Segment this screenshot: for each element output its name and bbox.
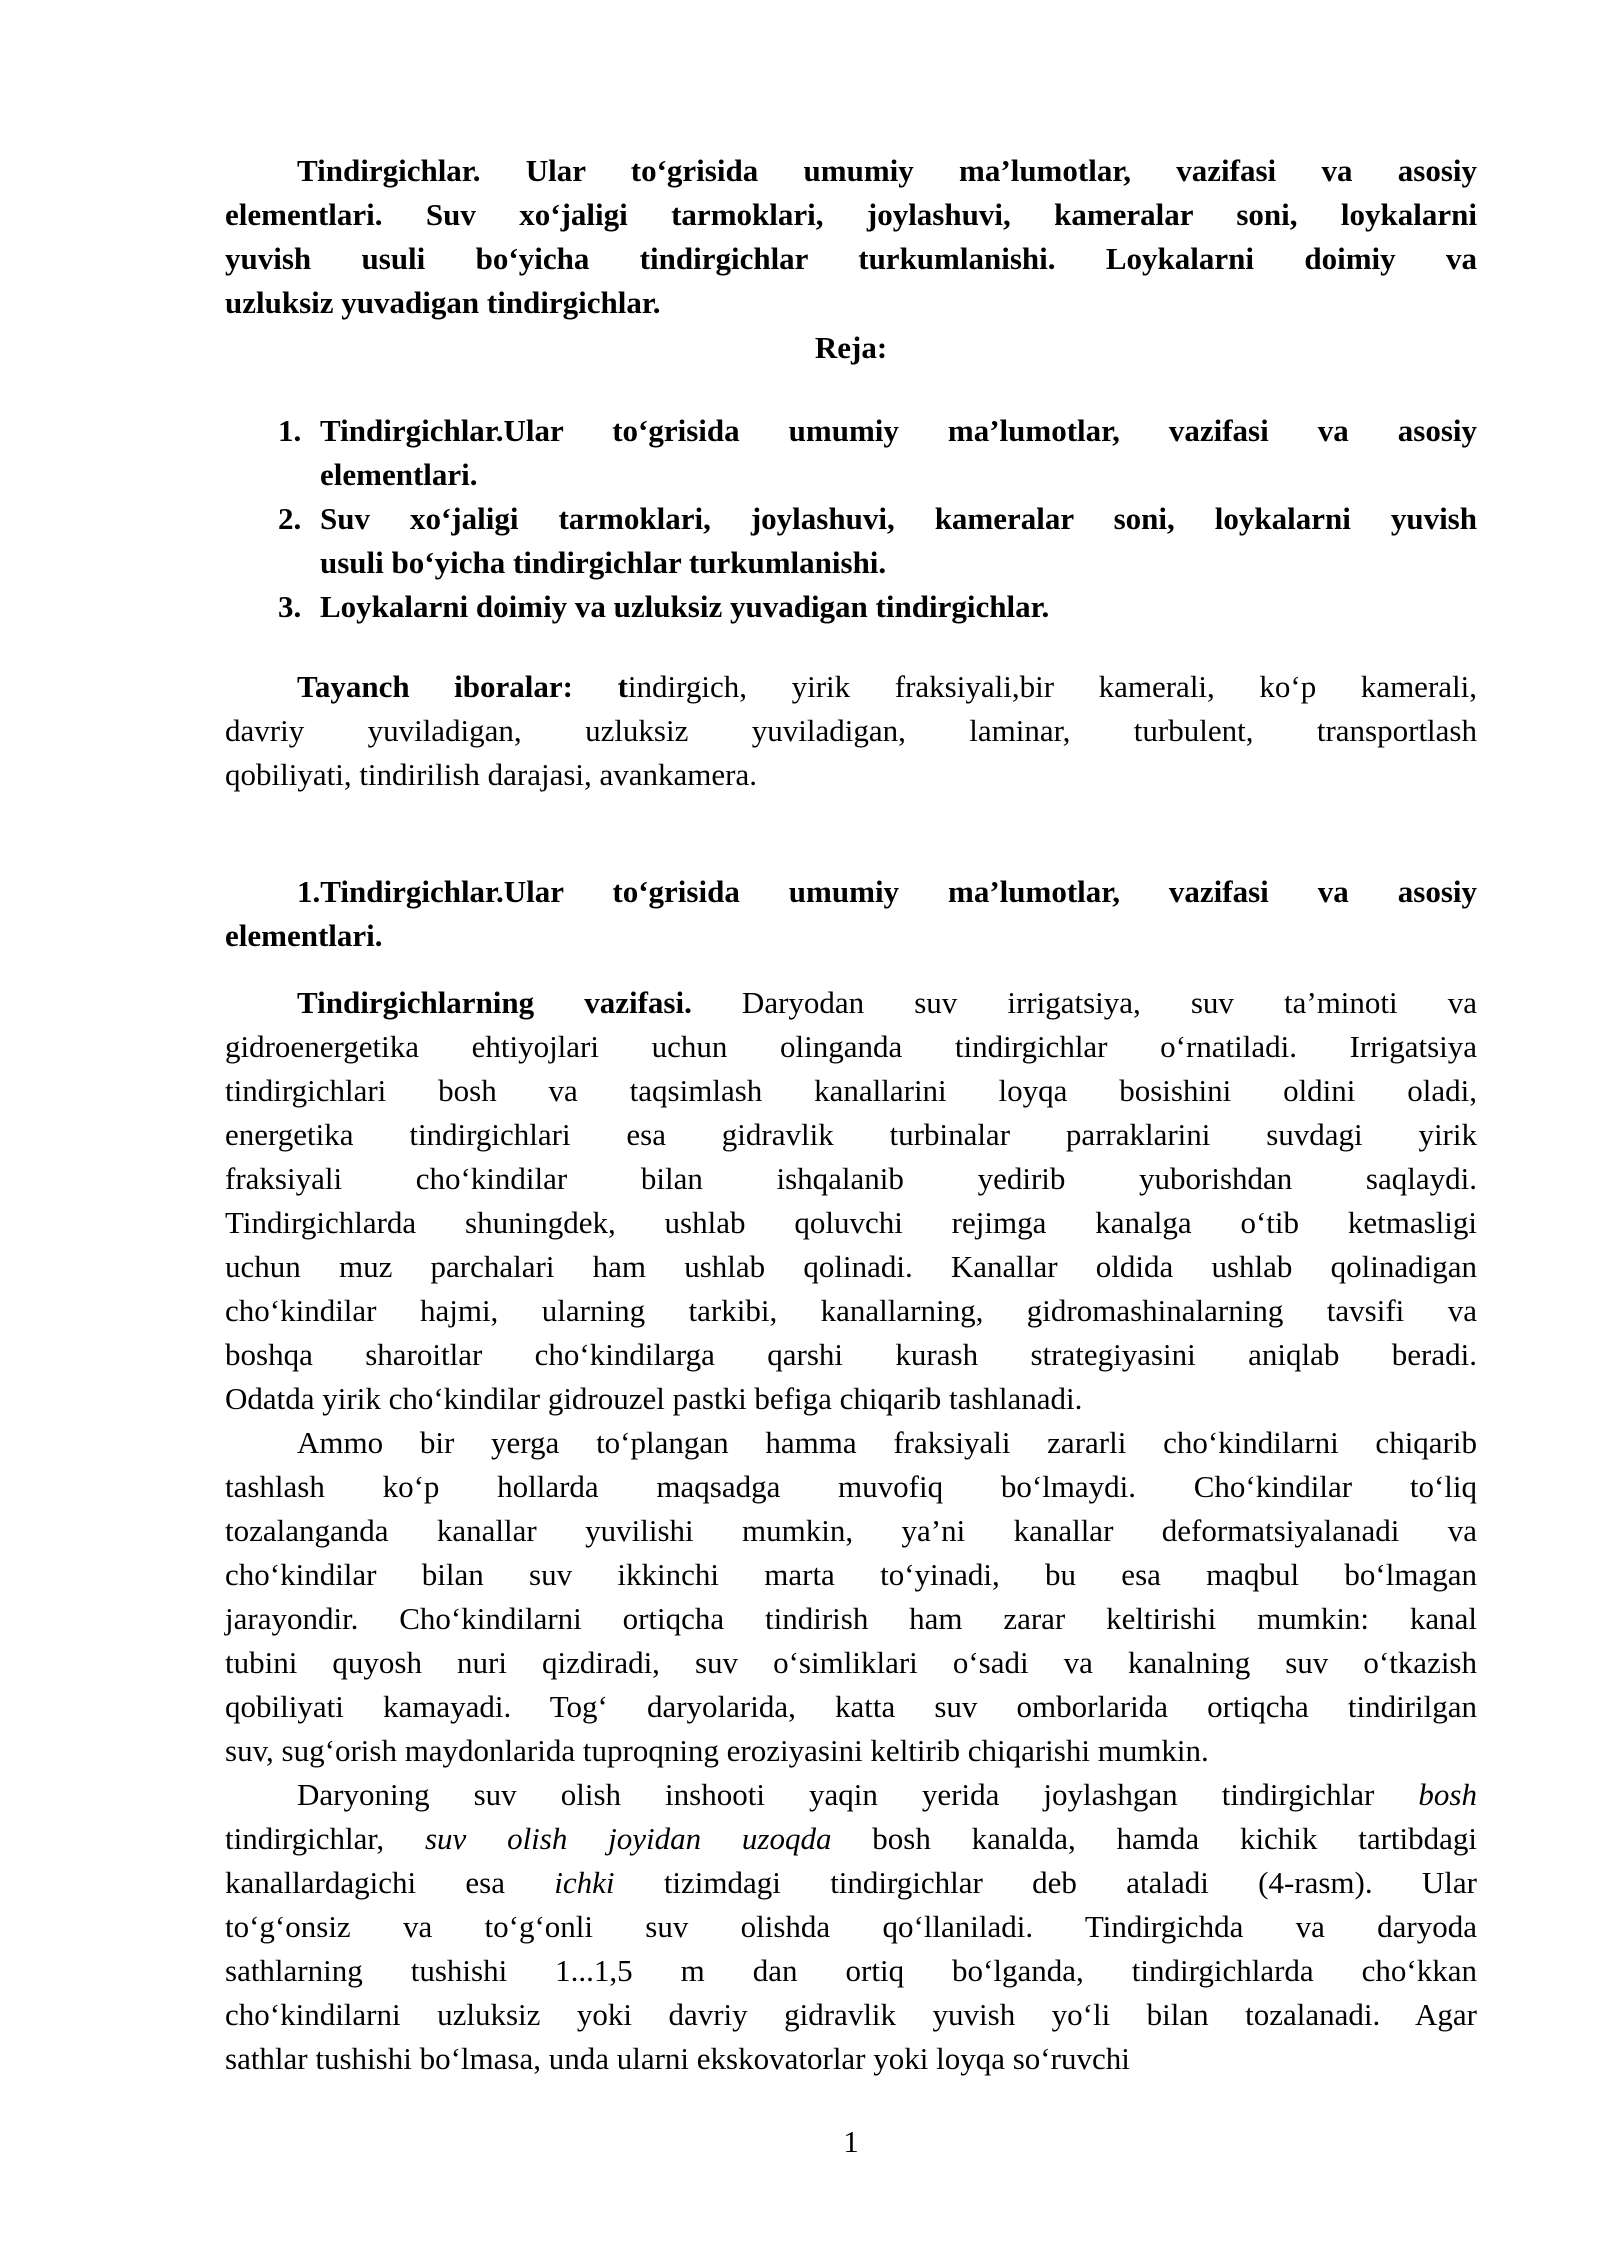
text: cho‘kindilar hajmi, ularning tarkibi, kanallarning, gidromashinalarning tavsifi va [225,1293,1477,1328]
text-line [225,914,1477,958]
text-line [225,753,1477,797]
text-line [225,1509,1477,1553]
text-line [225,981,1477,1025]
reja-paragraph [225,326,1477,370]
bold-text: Tindirgichlarning vazifasi. [297,985,692,1020]
text: bosh kanalda, hamda kichik tartibdagi [831,1821,1477,1856]
text-line [225,709,1477,753]
text-line [225,1641,1477,1685]
text: cho‘kindilar bilan suv ikkinchi marta to‘yinadi, bu esa maqbul bo‘lmagan [225,1557,1477,1592]
text-line [225,1201,1477,1245]
document-body [225,0,1477,2081]
bold-text: Reja: [814,330,888,365]
text-line [225,665,1477,709]
bold-text: usuli bo‘yicha tindirgichlar turkumlanishi. [320,545,887,580]
text-line [225,281,1477,325]
text-line [225,1553,1477,1597]
text-line [320,585,1477,629]
bold-text: Tindirgichlar. Ular to‘grisida umumiy ma’lumotlar, vazifasi va asosiy [297,153,1477,188]
text: Daryodan suv irrigatsiya, suv ta’minoti va [691,985,1477,1020]
text-line [225,1289,1477,1333]
text-line [320,541,1477,585]
text-line [320,409,1477,453]
text-line [225,1421,1477,1465]
text-line [225,1333,1477,1377]
text-line [225,1685,1477,1729]
bold-text: elementlari. Suv xo‘jaligi tarmoklari, joylashuvi, kameralar soni, loykalarni [225,197,1477,232]
text-line [225,1861,1477,1905]
bold-text: elementlari. [225,918,383,953]
italic-text: suv olish joyidan uzoqda [424,1821,832,1856]
text-line [225,1773,1477,1817]
para-c-paragraph [225,1773,1477,2081]
text-line [225,1465,1477,1509]
text: tozalanganda kanallar yuvilishi mumkin, ya’ni kanallar deformatsiyalanadi va [225,1513,1477,1548]
list-item [225,585,1477,629]
text-line [225,1905,1477,1949]
text: davriy yuviladigan, uzluksiz yuviladigan, laminar, turbulent, transportlash [225,713,1477,748]
text: cho‘kindilarni uzluksiz yoki davriy gidravlik yuvish yo‘li bilan tozalanadi. Agar [225,1997,1477,2032]
text: boshqa sharoitlar cho‘kindilarga qarshi kurash strategiyasini aniqlab beradi. [225,1337,1477,1372]
text-line [320,453,1477,497]
text-line [225,326,1477,370]
para-a-paragraph [225,981,1477,1421]
text: gidroenergetika ehtiyojlari uchun olinganda tindirgichlar o‘rnatiladi. Irrigatsiya [225,1029,1477,1064]
heading-paragraph [225,870,1477,958]
text-line [225,1949,1477,1993]
text-line [225,1245,1477,1289]
text-line [225,237,1477,281]
text: tindirgichlar, [225,1821,425,1856]
list-item [225,497,1477,585]
text: indirgich, yirik fraksiyali,bir kamerali, ko‘p kamerali, [627,669,1478,704]
text-line [225,1157,1477,1201]
page-number: 1 [843,2124,859,2159]
italic-text: bosh [1418,1777,1477,1812]
text: qobiliyati, tindirilish darajasi, avankamera. [225,757,758,792]
para-b-paragraph [225,1421,1477,1773]
bold-text: Suv xo‘jaligi tarmoklari, joylashuvi, kameralar soni, loykalarni yuvish [320,501,1477,536]
text: tubini quyosh nuri qizdiradi, suv o‘simliklari o‘sadi va kanalning suv o‘tkazish [225,1645,1477,1680]
text: Daryoning suv olish inshooti yaqin yerida joylashgan tindirgichlar [297,1777,1419,1812]
text: kanallardagichi esa [225,1865,555,1900]
text: Tindirgichlarda shuningdek, ushlab qoluvchi rejimga kanalga o‘tib ketmasligi [225,1205,1477,1240]
list-marker: 3. [278,589,302,624]
bold-text: Loykalarni doimiy va uzluksiz yuvadigan tindirgichlar. [320,589,1050,624]
text-line [320,497,1477,541]
text: Odatda yirik cho‘kindilar gidrouzel pastki befiga chiqarib tashlanadi. [225,1381,1083,1416]
text-line [225,1113,1477,1157]
text-line [225,1729,1477,1773]
list [225,409,1477,629]
title-paragraph [225,149,1477,325]
bold-text: Tayanch iboralar: t [297,669,628,704]
text: tashlash ko‘p hollarda maqsadga muvofiq bo‘lmaydi. Cho‘kindilar to‘liq [225,1469,1477,1504]
text-line [225,1377,1477,1421]
text-line [225,1025,1477,1069]
text-line [225,2037,1477,2081]
text-line [225,870,1477,914]
text-line [225,1069,1477,1113]
text: sathlar tushishi bo‘lmasa, unda ularni ekskovatorlar yoki loyqa so‘ruvchi [225,2041,1130,2076]
bold-text: uzluksiz yuvadigan tindirgichlar. [225,285,661,320]
text-line [225,1817,1477,1861]
text-line [225,149,1477,193]
list-marker: 1. [278,413,302,448]
bold-text: Tindirgichlar.Ular to‘grisida umumiy ma’lumotlar, vazifasi va asosiy [320,413,1477,448]
text: to‘g‘onsiz va to‘g‘onli suv olishda qo‘llaniladi. Tindirgichda va daryoda [225,1909,1477,1944]
text: energetika tindirgichlari esa gidravlik turbinalar parraklarini suvdagi yirik [225,1117,1477,1152]
bold-text: elementlari. [320,457,478,492]
text-line [225,193,1477,237]
list-marker: 2. [278,501,302,536]
text: Ammo bir yerga to‘plangan hamma fraksiyali zararli cho‘kindilarni chiqarib [297,1425,1477,1460]
italic-text: ichki [554,1865,615,1900]
text: tindirgichlari bosh va taqsimlash kanallarini loyqa bosishini oldini oladi, [225,1073,1477,1108]
bold-text: yuvish usuli bo‘yicha tindirgichlar turkumlanishi. Loykalarni doimiy va [225,241,1477,276]
tayanch-paragraph [225,665,1477,797]
text: sathlarning tushishi 1...1,5 m dan ortiq bo‘lganda, tindirgichlarda cho‘kkan [225,1953,1477,1988]
text: uchun muz parchalari ham ushlab qolinadi. Kanallar oldida ushlab qolinadigan [225,1249,1477,1284]
text: suv, sug‘orish maydonlarida tuproqning eroziyasini keltirib chiqarishi mumkin. [225,1733,1209,1768]
text: jarayondir. Cho‘kindilarni ortiqcha tindirish ham zarar keltirishi mumkin: kanal [225,1601,1477,1636]
text: tizimdagi tindirgichlar deb ataladi (4-rasm). Ular [614,1865,1477,1900]
text-line [225,1993,1477,2037]
text: fraksiyali cho‘kindilar bilan ishqalanib yedirib yuborishdan saqlaydi. [225,1161,1477,1196]
text-line [225,1597,1477,1641]
list-item [225,409,1477,497]
text: qobiliyati kamayadi. Tog‘ daryolarida, katta suv omborlarida ortiqcha tindirilgan [225,1689,1477,1724]
bold-text: 1.Tindirgichlar.Ular to‘grisida umumiy ma’lumotlar, vazifasi va asosiy [297,874,1477,909]
